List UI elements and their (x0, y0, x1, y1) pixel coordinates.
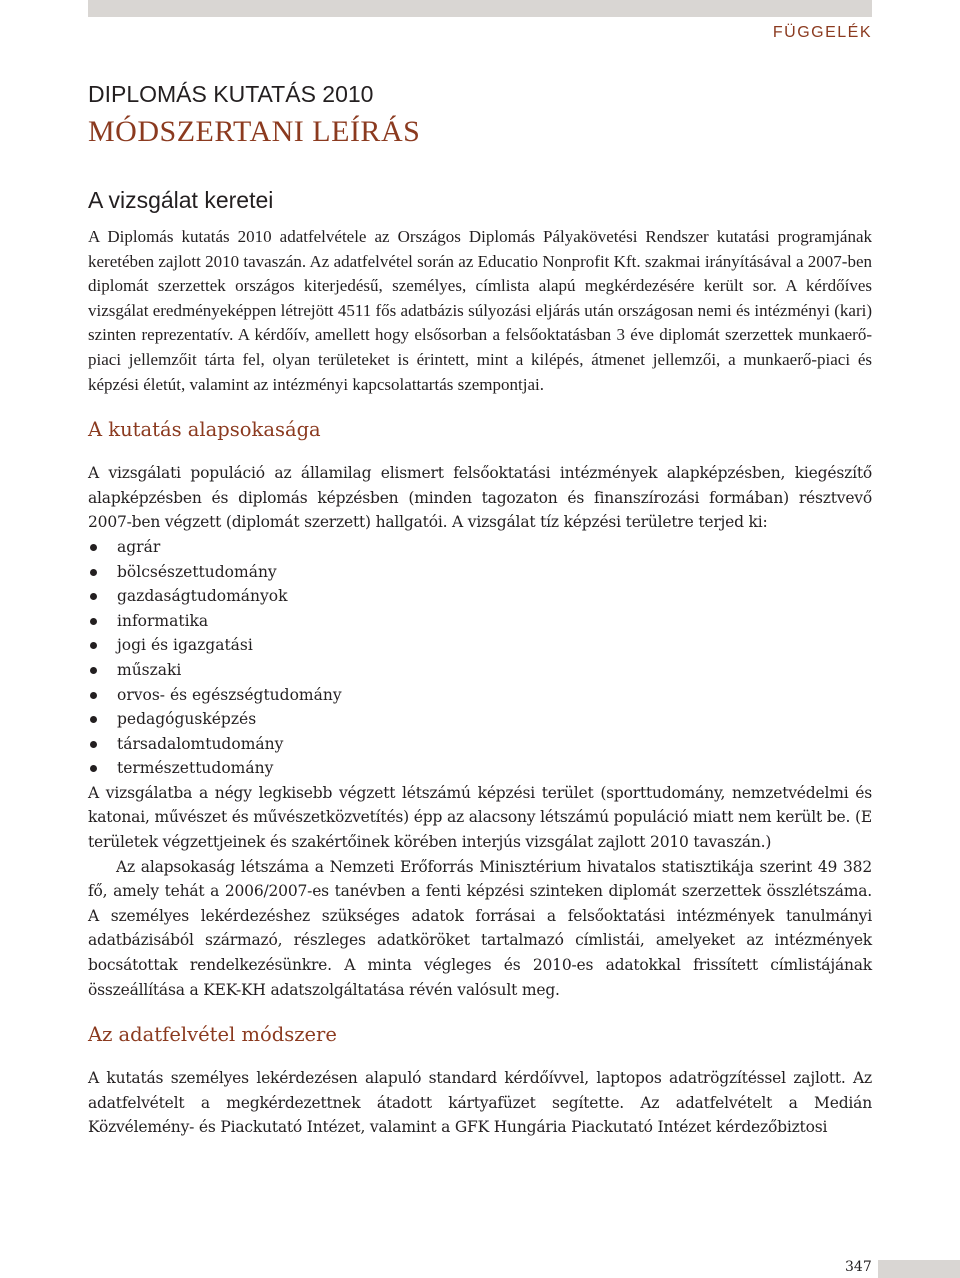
running-head: FÜGGELÉK (772, 24, 872, 41)
list-item: agrár (88, 535, 872, 560)
bullet-icon (90, 642, 97, 649)
bullet-icon (90, 618, 97, 625)
list-item: bölcsészettudomány (88, 560, 872, 585)
list-item: társadalomtudomány (88, 732, 872, 757)
bullet-icon (90, 741, 97, 748)
bottom-decorative-bar (878, 1260, 960, 1278)
section-heading-method: Az adatfelvétel módszere (88, 1023, 337, 1047)
document-supertitle: DIPLOMÁS KUTATÁS 2010 (88, 81, 374, 107)
bullet-icon (90, 716, 97, 723)
bullet-icon (90, 667, 97, 674)
list-item: természettudomány (88, 756, 872, 781)
paragraph-method: A kutatás személyes lekérdezésen alapuló standard kérdőívvel, laptopos adatrögzítéssel zajlott. Az adatfelvételt a megkérdezettnek átadott kártyafüzet segítette. Az adatfelvételt a Medián Közvélemény- és Piackutató Intézet, valamint a GFK Hungária Piackutató Intézet kérdezőbiztosi (88, 1069, 872, 1137)
bullet-icon (90, 765, 97, 772)
bullet-icon (90, 692, 97, 699)
top-decorative-bar (88, 0, 872, 17)
bullet-icon (90, 569, 97, 576)
list-item: jogi és igazgatási (88, 633, 872, 658)
paragraph-population-size: Az alapsokaság létszáma a Nemzeti Erőforrás Minisztérium hivatalos statisztikája szerint 49 382 fő, amely tehát a 2006/2007-es tanévben a fenti képzési szinteken diplomát szerzettek összlétszáma. A személyes lekérdezéshez szükséges adatok forrásai a felsőoktatási intézmények tanulmányi adatbázisából származó, részleges adatköröket tartalmazó címlistái, amelyeket az intézmények bocsátottak rendelkezésünkre. A minta végleges és 2010-es adatokkal frissített címlistájának összeállítása a KEK-KH adatszolgáltatása révén valósult meg. (88, 857, 872, 999)
paragraph-framework: A Diplomás kutatás 2010 adatfelvétele az Országos Diplomás Pályakövetési Rendszer kutatási programjának keretében zajlott 2010 tavaszán. Az adatfelvétel során az Educatio Nonprofit Kft. szakmai irányításával a 2007-ben diplomát szerzettek országos kiterjedésű, személyes, címlista alapú megkérdezésére került sor. A kérdőíves vizsgálat eredményeképpen létrejött 4511 fős adatbázis súlyozási eljárás után országosan nemi és intézményi (kari) szinten reprezentatív. A kérdőív, amellett hogy elsősorban a felsőoktatásban 3 éve diplomát szerzettek munkaerő-piaci jellemzőit tárta fel, olyan területeket is érintett, mint a kilépés, átmenet jellemzői, a munkaerő-piaci és képzési életút, valamint az intézményi kapcsolattartás szempontjai. (88, 227, 872, 394)
page-content (88, 78, 872, 1140)
page-number: 347 (845, 1259, 872, 1275)
section-heading-framework: A vizsgálat keretei (88, 187, 274, 213)
bullet-icon (90, 593, 97, 600)
bullet-icon (90, 544, 97, 551)
paragraph-population-intro: A vizsgálati populáció az államilag elismert felsőoktatási intézmények alapképzésben, kiegészítő alapképzésben és diplomás képzésben (minden tagozaton és finanszírozási formában) résztvevő 2007-ben végzett (diplomát szerzett) hallgatói. A vizsgálat tíz képzési területre terjed ki: (88, 464, 872, 532)
section-heading-population: A kutatás alapsokasága (88, 418, 321, 442)
list-item: informatika (88, 609, 872, 634)
training-area-list (88, 535, 872, 781)
list-item: gazdaságtudományok (88, 584, 872, 609)
list-item: műszaki (88, 658, 872, 683)
paragraph-excluded-areas: A vizsgálatba a négy legkisebb végzett létszámú képzési terület (sporttudomány, nemzetvédelmi és katonai, művészet és művészetközvetítés) épp az alacsony létszámú populáció miatt nem került be. (E területek végzettjeinek és szakértőinek körében interjús vizsgálat zajlott 2010 tavaszán.) (88, 783, 872, 852)
list-item: orvos- és egészségtudomány (88, 683, 872, 708)
document-title: MÓDSZERTANI LEÍRÁS (88, 115, 421, 148)
list-item: pedagógusképzés (88, 707, 872, 732)
